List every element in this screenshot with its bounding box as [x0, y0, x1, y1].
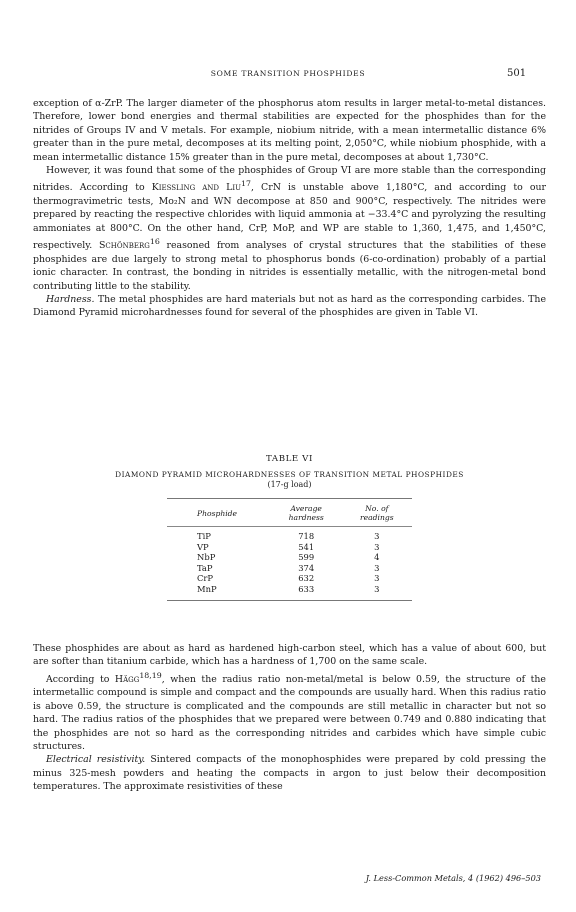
- table-row: [167, 584, 412, 600]
- cell-phosphide: TaP: [197, 562, 213, 573]
- table-row: [167, 563, 412, 574]
- paragraph-continuation: [33, 97, 546, 164]
- paragraph-text: , CrN is unstable above 1,180°C, and according to our thermogravimetric tests, Mo₂N and WN decompose at 850 and 900°C, respectively. The nitrides were prepared by reacting the respective chlorides with liquid ammonia at −33.4°C and pyrolyzing the resulting ammoniates at 800°C. On the other hand, CrP, MoP, and WP are stable to 1,360, 1,475, and 1,450°C, respectively.: [33, 182, 546, 252]
- paragraph-steel-comparison: [33, 642, 546, 669]
- paragraph-text: However, it was found that some of the phosphides of Group VI are more stable than the corresponding nitrides. According to: [33, 165, 546, 194]
- section-runin-heading: Hardness.: [46, 293, 95, 305]
- cell-hardness: 718: [298, 531, 315, 541]
- table-row: [167, 573, 412, 584]
- running-head: [0, 69, 576, 81]
- table-row: [167, 552, 412, 563]
- table-row: [167, 542, 412, 553]
- cell-hardness: 541: [298, 541, 315, 552]
- column-header-phosphide: Phosphide: [167, 499, 271, 527]
- paragraph-radius-ratio: [33, 669, 546, 754]
- paragraph-text: Sintered compacts of the monophosphides were prepared by cold pressing the minus 325-mesh powders and heating the compacts in argon to just below their decomposition temperatures. The approximate resistivities of these: [33, 754, 546, 793]
- paragraph-text: These phosphides are about as hard as hardened high-carbon steel, which has a value of about 600, but are softer than titanium carbide, which has a hardness of 1,700 on the same scale.: [33, 643, 546, 668]
- author-name: Schönberg: [98, 240, 150, 252]
- column-header-line: Average: [290, 504, 322, 513]
- cell-readings: 3: [374, 583, 380, 594]
- column-header-line: hardness: [288, 513, 324, 522]
- cell-phosphide: NbP: [197, 552, 216, 563]
- body-text-lower: [33, 642, 546, 794]
- section-runin-heading: Electrical resistivity.: [46, 754, 146, 766]
- cell-readings: 4: [374, 552, 380, 563]
- cell-phosphide: MnP: [197, 583, 217, 594]
- table-row: [167, 527, 412, 542]
- paragraph-hardness: [33, 293, 546, 320]
- cell-phosphide: CrP: [197, 573, 214, 584]
- cell-readings: 3: [374, 562, 380, 573]
- cell-hardness: 633: [298, 583, 315, 594]
- author-name: Kiessling and Liu: [151, 182, 242, 194]
- cell-phosphide: TiP: [197, 531, 211, 541]
- cell-hardness: 632: [298, 573, 315, 584]
- page-number: 501: [507, 68, 527, 79]
- reference-mark: 18,19: [139, 670, 162, 680]
- table-caption: DIAMOND PYRAMID MICROHARDNESSES OF TRANSITION METAL PHOSPHIDES: [115, 470, 464, 479]
- author-name: Hägg: [114, 673, 140, 685]
- paragraph-text: The metal phosphides are hard materials but not as hard as the corresponding carbides. The Diamond Pyramid microhardnesses found for several of the phosphides are given in Table VI.: [33, 293, 546, 319]
- cell-readings: 3: [374, 531, 380, 541]
- paragraph-text: According to: [46, 673, 115, 685]
- table-vi: [33, 454, 546, 601]
- paragraph-resistivity: [33, 753, 546, 793]
- cell-readings: 3: [374, 541, 380, 552]
- cell-phosphide: VP: [197, 541, 209, 552]
- hardness-table: [167, 498, 412, 601]
- paragraph-text: reasoned from analyses of crystal structures that the stabilities of these phosphides are due largely to strong metal to phosphorus bonds (6-co-ordination) probably of a partial ionic character. In contrast, the bonding in nitrides is essentially metallic, with the nitrogen-metal bond contributing little to the stability.: [33, 240, 547, 292]
- column-header-line: readings: [360, 513, 394, 522]
- column-header-readings: [342, 499, 412, 527]
- column-header-hardness: [271, 499, 342, 527]
- cell-readings: 3: [374, 573, 380, 584]
- paragraph-stability: [33, 164, 546, 293]
- paragraph-text: , when the radius ratio non-metal/metal is below 0.59, the structure of the intermetallic compound is simple and compact and the compounds are usually hard. When this radius ratio is above 0.59, the structure is complicated and the compounds are still metallic in character but not so hard. The radius ratios of the phosphides that we prepared were between 0.749 and 0.880 indicating that the phosphides are not so hard as the corresponding nitrides and carbides which have simple cubic structures.: [33, 673, 546, 752]
- body-text-upper: [33, 97, 546, 320]
- running-title: SOME TRANSITION PHOSPHIDES: [210, 69, 366, 78]
- reference-mark: 17: [241, 179, 251, 189]
- journal-citation: J. Less-Common Metals, 4 (1962) 496–503: [365, 873, 541, 883]
- table-label: TABLE VI: [266, 454, 313, 464]
- table-subcaption: (17-g load): [267, 480, 312, 489]
- column-header-line: No. of: [365, 504, 389, 513]
- paragraph-text: exception of α-ZrP. The larger diameter of the phosphorus atom results in larger metal-to-metal distances. Therefore, lower bond energies and thermal stabilities are expected for the phosphides than for the nitrides of Groups IV and V metals. For example, niobium nitride, with a mean intermetallic distance 6% greater than in the pure metal, decomposes at its melting point, 2,050°C, while niobium phosphide, with a mean intermetallic distance 15% greater than in the pure metal, decomposes at about 1,730°C.: [33, 98, 546, 163]
- cell-hardness: 374: [298, 562, 315, 573]
- reference-mark: 16: [149, 237, 160, 247]
- table-header-row: [167, 499, 412, 527]
- cell-hardness: 599: [298, 552, 315, 563]
